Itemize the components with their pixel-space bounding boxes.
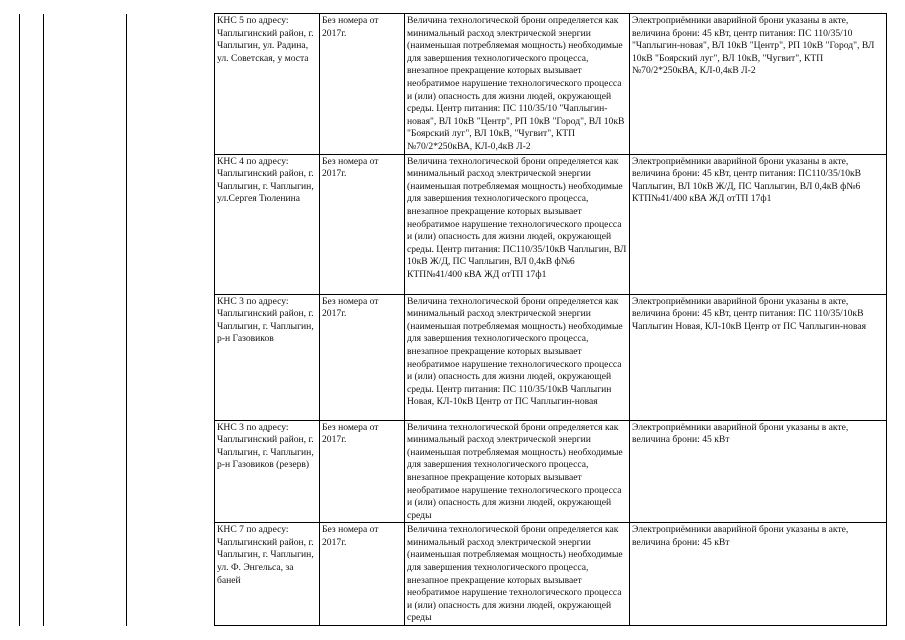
reserve-basis-cell: Величина технологической брони определяется как минимальный расход электрической энергии (наименьшая потребляемая мощность) необходимые для завершения технологического процесса, внезапное прекращение которых вызывает необратимое нарушение технологического процесса и (или) опасность для жизни людей, окружающей среды. Центр питания: ПС110/35/10кВ Чаплыгин, ВЛ 10кВ Ж/Д, ПС Чаплыгин, ВЛ 0,4кВ ф№6 КТП№41/400 кВА ЖД отТП 17ф1 (405, 154, 630, 294)
document-number-cell: Без номера от 2017г. (320, 420, 405, 523)
object-cell: КНС 4 по адресу: Чаплыгинский район, г. Чаплыгин, г. Чаплыгин, ул.Сергея Тюленина (215, 154, 320, 294)
margin-rule-left (19, 14, 20, 626)
reserve-basis-cell: Величина технологической брони определяется как минимальный расход электрической энергии (наименьшая потребляемая мощность) необходимые для завершения технологического процесса, внезапное прекращение которых вызывает необратимое нарушение технологического процесса и (или) опасность для жизни людей, окружающей среды (405, 420, 630, 523)
document-number-cell: Без номера от 2017г. (320, 294, 405, 420)
object-cell: КНС 5 по адресу: Чаплыгинский район, г. Чаплыгин, ул. Радина, ул. Советская, у моста (215, 14, 320, 155)
object-cell: КНС 7 по адресу: Чаплыгинский район, г. Чаплыгин, г. Чаплыгин, ул. Ф. Энгельса, за баней (215, 523, 320, 626)
reserve-basis-cell: Величина технологической брони определяется как минимальный расход электрической энергии (наименьшая потребляемая мощность) необходимые для завершения технологического процесса, внезапное прекращение которых вызывает необратимое нарушение технологического процесса и (или) опасность для жизни людей, окружающей среды. Центр питания: ПС 110/35/10 "Чаплыгин-новая", ВЛ 10кВ "Центр", РП 10кВ "Город", ВЛ 10кВ "Боярский луг", ВЛ 10кВ, "Чугвит", КТП №70/2*250кВА, КЛ-0,4кВ Л-2 (405, 14, 630, 155)
document-number-cell: Без номера от 2017г. (320, 523, 405, 626)
object-cell: КНС 3 по адресу: Чаплыгинский район, г. Чаплыгин, г. Чаплыгин, р-н Газовиков (резерв) (215, 420, 320, 523)
margin-rule-middle (43, 14, 44, 626)
reserve-basis-cell: Величина технологической брони определяется как минимальный расход электрической энергии (наименьшая потребляемая мощность) необходимые для завершения технологического процесса, внезапное прекращение которых вызывает необратимое нарушение технологического процесса и (или) опасность для жизни людей, окружающей среды (405, 523, 630, 626)
table-row (215, 14, 887, 155)
reserve-consumers-cell: Электроприёмники аварийной брони указаны в акте, величина брони: 45 кВт, центр питания: ПС 110/35/10кВ Чаплыгин Новая, КЛ-10кВ Центр от ПС Чаплыгин-новая (630, 294, 887, 420)
margin-rule-right (126, 14, 127, 626)
table-row (215, 420, 887, 523)
table-row (215, 294, 887, 420)
reserve-consumers-cell: Электроприёмники аварийной брони указаны в акте, величина брони: 45 кВт, центр питания: ПС110/35/10кВ Чаплыгин, ВЛ 10кВ Ж/Д, ПС Чаплыгин, ВЛ 0,4кВ ф№6 КТП№41/400 кВА ЖД отТП 17ф1 (630, 154, 887, 294)
object-cell: КНС 3 по адресу: Чаплыгинский район, г. Чаплыгин, г. Чаплыгин, р-н Газовиков (215, 294, 320, 420)
document-number-cell: Без номера от 2017г. (320, 14, 405, 155)
table-row (215, 523, 887, 626)
reserve-consumers-cell: Электроприёмники аварийной брони указаны в акте, величина брони: 45 кВт (630, 523, 887, 626)
emergency-reserve-table (214, 13, 887, 626)
table-row (215, 154, 887, 294)
document-number-cell: Без номера от 2017г. (320, 154, 405, 294)
reserve-basis-cell: Величина технологической брони определяется как минимальный расход электрической энергии (наименьшая потребляемая мощность) необходимые для завершения технологического процесса, внезапное прекращение которых вызывает необратимое нарушение технологического процесса и (или) опасность для жизни людей, окружающей среды. Центр питания: ПС 110/35/10кВ Чаплыгин Новая, КЛ-10кВ Центр от ПС Чаплыгин-новая (405, 294, 630, 420)
reserve-consumers-cell: Электроприёмники аварийной брони указаны в акте, величина брони: 45 кВт (630, 420, 887, 523)
reserve-consumers-cell: Электроприёмники аварийной брони указаны в акте, величина брони: 45 кВт, центр питания: ПС 110/35/10 "Чаплыгин-новая", ВЛ 10кВ "Центр", РП 10кВ "Город", ВЛ 10кВ "Боярский луг", ВЛ 10кВ, "Чугвит", КТП №70/2*250кВА, КЛ-0,4кВ Л-2 (630, 14, 887, 155)
